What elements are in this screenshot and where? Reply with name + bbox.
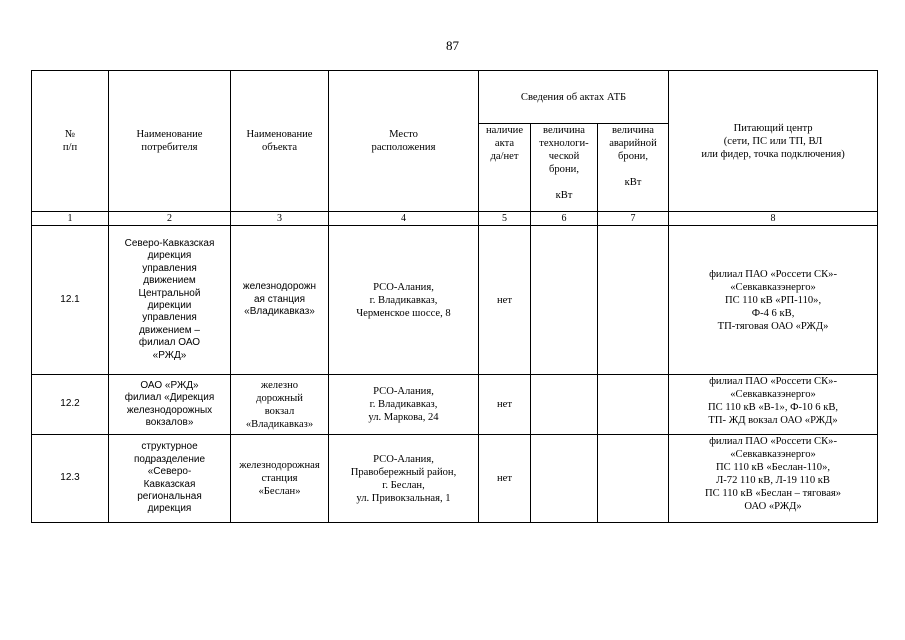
row-tech <box>531 435 598 523</box>
table-row <box>32 375 878 435</box>
header-location: Место расположения <box>329 71 479 212</box>
col-number-4: 4 <box>329 212 479 226</box>
col-number-6: 6 <box>531 212 598 226</box>
row-num: 12.1 <box>32 226 109 375</box>
consumer-table <box>31 70 878 523</box>
header-num: № п/п <box>32 71 109 212</box>
row-location: РСО-Алания, г. Владикавказ, ул. Маркова, 24 <box>329 375 479 435</box>
row-emerg <box>598 226 669 375</box>
header-atb-group: Сведения об актах АТБ <box>479 71 669 124</box>
row-location: РСО-Алания, г. Владикавказ, Черменское шоссе, 8 <box>329 226 479 375</box>
header-feed: Питающий центр (сети, ПС или ТП, ВЛ или фидер, точка подключения) <box>669 71 878 212</box>
row-object: железнодорожная станция «Беслан» <box>231 435 329 523</box>
column-number-row <box>32 212 878 226</box>
col-number-7: 7 <box>598 212 669 226</box>
row-act: нет <box>479 375 531 435</box>
col-number-1: 1 <box>32 212 109 226</box>
header-object: Наименование объекта <box>231 71 329 212</box>
row-num: 12.3 <box>32 435 109 523</box>
row-consumer: ОАО «РЖД» филиал «Дирекция железнодорожных вокзалов» <box>109 375 231 435</box>
col-number-8: 8 <box>669 212 878 226</box>
page-number: 87 <box>446 38 459 53</box>
row-act: нет <box>479 226 531 375</box>
header-emerg: величина аварийной брони, кВт <box>598 124 669 212</box>
row-location: РСО-Алания, Правобережный район, г. Беслан, ул. Привокзальная, 1 <box>329 435 479 523</box>
row-consumer: структурное подразделение «Северо- Кавказская региональная дирекция <box>109 435 231 523</box>
row-feed: филиал ПАО «Россети СК»- «Севкавказэнерго» ПС 110 кВ «В-1», Ф-10 6 кВ, ТП- ЖД вокзал ОАО «РЖД» <box>669 375 878 435</box>
col-number-5: 5 <box>479 212 531 226</box>
row-tech <box>531 226 598 375</box>
row-object: железнодорожн ая станция «Владикавказ» <box>231 226 329 375</box>
header-tech: величина технологи- ческой брони, кВт <box>531 124 598 212</box>
row-emerg <box>598 435 669 523</box>
col-number-2: 2 <box>109 212 231 226</box>
header-consumer: Наименование потребителя <box>109 71 231 212</box>
row-consumer: Северо-Кавказская дирекция управления движением Центральной дирекции управления движением – филиал ОАО «РЖД» <box>109 226 231 375</box>
header-row <box>32 71 878 124</box>
row-tech <box>531 375 598 435</box>
col-number-3: 3 <box>231 212 329 226</box>
table-row <box>32 435 878 523</box>
row-feed: филиал ПАО «Россети СК»- «Севкавказэнерго» ПС 110 кВ «Беслан-110», Л-72 110 кВ, Л-19 110 кВ ПС 110 кВ «Беслан – тяговая» ОАО «РЖД» <box>669 435 878 523</box>
header-act: наличие акта да/нет <box>479 124 531 212</box>
row-act: нет <box>479 435 531 523</box>
row-feed: филиал ПАО «Россети СК»- «Севкавказэнерго» ПС 110 кВ «РП-110», Ф-4 6 кВ, ТП-тяговая ОАО «РЖД» <box>669 226 878 375</box>
row-object: железно дорожный вокзал «Владикавказ» <box>231 375 329 435</box>
table-row <box>32 226 878 375</box>
row-num: 12.2 <box>32 375 109 435</box>
row-emerg <box>598 375 669 435</box>
